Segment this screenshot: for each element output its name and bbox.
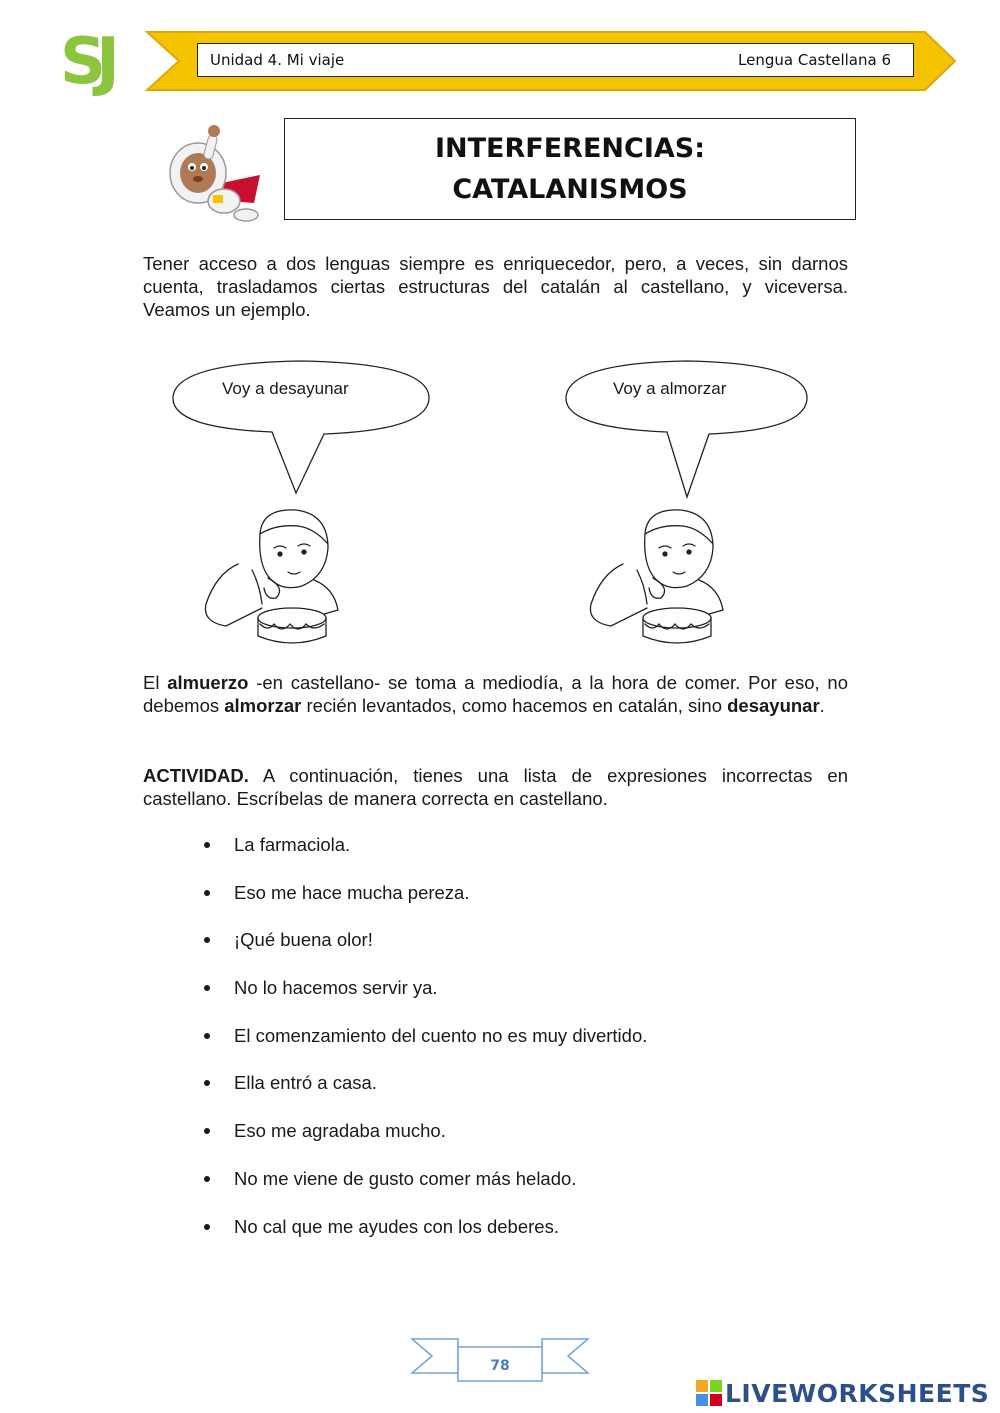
- expressions-list: [200, 832, 840, 1261]
- unit-title: Unidad 4. Mi viaje: [210, 51, 345, 69]
- liveworksheets-wordmark: LIVEWORKSHEETS: [725, 1378, 990, 1408]
- list-item: No cal que me ayudes con los deberes.: [200, 1214, 840, 1262]
- activity-label: ACTIVIDAD.: [143, 765, 249, 786]
- bullet-icon: [204, 890, 210, 896]
- intro-paragraph: Tener acceso a dos lenguas siempre es enriquecedor, pero, a veces, sin darnos cuenta, trasladamos ciertas estructuras del catalán al castellano, y viceversa. Veamos un ejemplo.: [143, 253, 848, 320]
- list-item: El comenzamiento del cuento no es muy divertido.: [200, 1023, 840, 1071]
- astronaut-mascot-image: [158, 117, 268, 225]
- school-logo: SJ: [60, 25, 110, 99]
- bullet-icon: [204, 985, 210, 991]
- bullet-icon: [204, 937, 210, 943]
- keyword-almuerzo: almuerzo: [167, 672, 249, 693]
- keyword-desayunar: desayunar: [727, 695, 820, 716]
- keyword-almorzar: almorzar: [224, 695, 302, 716]
- page-number: 78: [490, 1358, 510, 1374]
- title-line-2: CATALANISMOS: [452, 174, 688, 205]
- list-item: Eso me agradaba mucho.: [200, 1118, 840, 1166]
- list-item: Ella entró a casa.: [200, 1070, 840, 1118]
- liveworksheets-logo-icon: [696, 1380, 722, 1406]
- subject-title: Lengua Castellana 6: [738, 51, 891, 69]
- bullet-icon: [204, 1033, 210, 1039]
- boy-with-cake-image-right: [587, 504, 727, 654]
- speech-text-left: Voy a desayunar: [222, 379, 349, 398]
- list-item: Eso me hace mucha pereza.: [200, 880, 840, 928]
- title-box: [284, 118, 856, 220]
- explanation-paragraph: El almuerzo -en castellano- se toma a mediodía, a la hora de comer. Por eso, no debemos almorzar recién levantados, como hacemos en catalán, sino desayunar.: [143, 672, 848, 716]
- activity-instructions: ACTIVIDAD. A continuación, tienes una lista de expresiones incorrectas en castellano. Escríbelas de manera correcta en castellano.: [143, 765, 848, 809]
- title-line-1: INTERFERENCIAS:: [434, 133, 705, 164]
- liveworksheets-brand: [696, 1376, 989, 1410]
- bullet-icon: [204, 1224, 210, 1230]
- bullet-icon: [204, 1128, 210, 1134]
- bullet-icon: [204, 1080, 210, 1086]
- list-item: ¡Qué buena olor!: [200, 927, 840, 975]
- boy-with-cake-image-left: [202, 504, 342, 654]
- list-item: No me viene de gusto comer más helado.: [200, 1166, 840, 1214]
- bullet-icon: [204, 1176, 210, 1182]
- bullet-icon: [204, 842, 210, 848]
- speech-text-right: Voy a almorzar: [613, 379, 727, 398]
- header-bar: [197, 43, 914, 77]
- list-item: No lo hacemos servir ya.: [200, 975, 840, 1023]
- list-item: La farmaciola.: [200, 832, 840, 880]
